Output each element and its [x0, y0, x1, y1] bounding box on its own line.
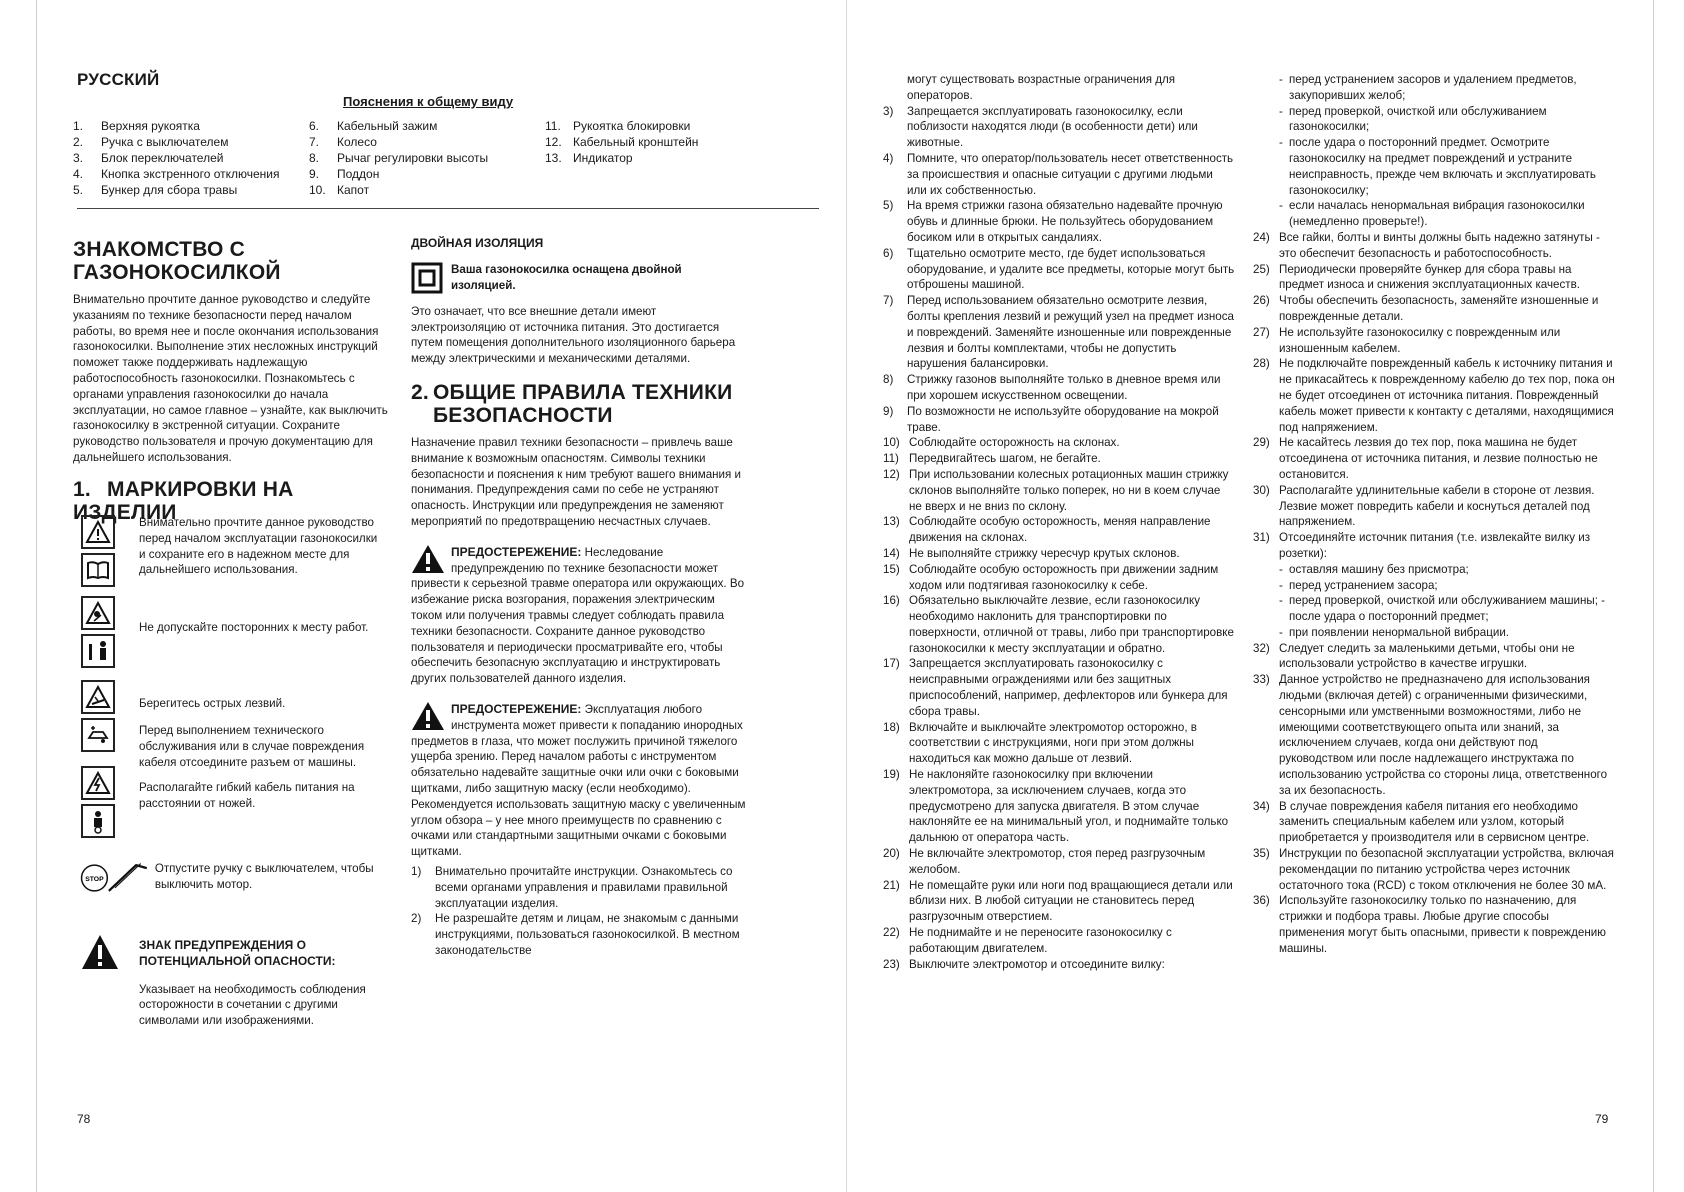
- marking-cable-away: [81, 766, 381, 838]
- page-number-right: 79: [1595, 1112, 1609, 1126]
- double-insulation-bold: Ваша газонокосилка оснащена двойной изоляцией.: [451, 262, 682, 292]
- page-number-left: 78: [77, 1112, 91, 1126]
- warning-triangle-icon: [411, 544, 445, 574]
- rule-item: 25) Периодически проверяйте бункер для сбора травы на предмет износа и снижения эксплуатационных качеств.: [1253, 262, 1580, 292]
- book-icon: [81, 553, 115, 587]
- rule-item: 16) Обязательно выключайте лезвие, если газонокосилку необходимо наклонить для транспортировки по поверхности, отличной от травы, либо при транспортировке газонокосилки к месту эксплуатации и обратно.: [883, 594, 1234, 655]
- rules-list-3-23: [883, 104, 1235, 973]
- marking-cable-away-text: Располагайте гибкий кабель питания на расстоянии от ножей.: [139, 781, 355, 810]
- keep-away-person-icon: [81, 634, 115, 668]
- rule-31-sublist: [1253, 562, 1615, 641]
- marking-stop-handle-text: Отпустите ручку с выключателем, чтобы выключить мотор.: [154, 862, 374, 891]
- rule-item: 3) Запрещается эксплуатировать газонокосилку, если поблизости находятся люди (в особенности дети) или животные.: [883, 104, 1198, 150]
- legend-item: 2. Ручка с выключателем: [73, 135, 229, 149]
- projectile-warning-icon: [81, 596, 115, 630]
- left-column: [73, 238, 391, 524]
- legend-item: 6. Кабельный зажим: [309, 119, 438, 133]
- warning-2-label: ПРЕДОСТЕРЕЖЕНИЕ:: [451, 701, 582, 716]
- rule-item: 12) При использовании колесных ротационных машин стрижку склонов выполняйте только поперек, но ни в коем случае не вверх и не вниз по склону.: [883, 467, 1229, 513]
- sublist-item: - оставляя машину без присмотра;: [1279, 562, 1469, 576]
- sharp-blade-icon: [81, 680, 115, 714]
- section-2-heading: 2. ОБЩИЕ ПРАВИЛА ТЕХНИКИ БЕЗОПАСНОСТИ: [411, 380, 733, 427]
- sublist-item: - перед проверкой, очисткой или обслуживанием машины; - после удара о посторонний предмет;: [1279, 594, 1606, 624]
- rule-item: 13) Соблюдайте особую осторожность, меняя направление движения на склонах.: [883, 515, 1211, 545]
- legend-item: 12. Кабельный кронштейн: [545, 135, 699, 149]
- intro-text: Внимательно прочтите данное руководство и следуйте указаниям по технике безопасности перед началом работы, во время нее и после окончания использования газонокосилки. Выполнение этих несложных инструкций поможет также поддерживать надлежащую работоспособность газонокосилки. Познакомьтесь с органами управления газонокосилки до начала эксплуатации, но самое главное – узнайте, как выключить газонокосилку в экстренной ситуации. Сохраните руководство пользователя и прочую документацию для дальнейшего использования.: [73, 293, 388, 464]
- marking-stop-handle: [77, 855, 397, 901]
- section-1-heading: 1. МАРКИРОВКИ НА ИЗДЕЛИИ: [73, 477, 294, 524]
- rule-item: 7) Перед использованием обязательно осмотрите лезвия, болты крепления лезвий и режущий узел на предмет износа и повреждений. Заменяйте изношенные или поврежденные лезвия и болты комплектами, чтобы не допустить нарушения балансировки.: [883, 294, 1235, 371]
- rule-item: 28) Не подключайте поврежденный кабель к источнику питания и не прикасайтесь к поврежденному кабелю до тех пор, пока он не будет отсоединен от источника питания. Поврежденный кабель может привести к контакту с деталями, находящимися под напряжением.: [1253, 357, 1615, 434]
- language-label: РУССКИЙ: [77, 70, 160, 89]
- right-column-2: [1253, 72, 1615, 957]
- hazard-text-block: [139, 926, 401, 1041]
- legend-item: 9. Поддон: [309, 167, 380, 181]
- rule-item: 26) Чтобы обеспечить безопасность, заменяйте изношенные и поврежденные детали.: [1253, 294, 1599, 323]
- legend-item: 1. Верхняя рукоятка: [73, 119, 200, 133]
- hazard-description: Указывает на необходимость соблюдения осторожности в сочетании с другими символами или изображениями.: [139, 982, 366, 1028]
- marking-unplug-line: Перед выполнением технического обслуживания или в случае повреждения кабеля отсоедините разъем от машины.: [139, 723, 365, 769]
- legend-item: 11. Рукоятка блокировки: [545, 119, 691, 133]
- rule-item: 8) Стрижку газонов выполняйте только в дневное время или при хорошем искусственном освещении.: [883, 373, 1221, 402]
- rule-23-sublist: [1253, 72, 1615, 230]
- rule-item: 36) Используйте газонокосилку только по назначению, для стрижки и подбора травы. Любые другие способы применения могут быть опасными, привести к повреждению машины.: [1253, 894, 1606, 955]
- rule-item: 33) Данное устройство не предназначено для использования людьми (включая детей) с ограниченными физическими, сенсорными или умственными возможностями, либо не имеющими соответствующего опыта или знаний, за исключением случаев, когда они действуют под руководством или после надлежащего инструктажа по использованию устройства со стороны лица, ответственного за их безопасность.: [1253, 673, 1608, 797]
- legend-column-3: [545, 118, 698, 166]
- double-insulation-text: Это означает, что все внешние детали имеют электроизоляцию от источника питания. Это достигается путем помещения дополнительного изоляционного барьера между электрическими и механическими деталями.: [411, 304, 736, 366]
- page-79: [846, 0, 1654, 1192]
- intro-heading: ЗНАКОМСТВО С ГАЗОНОКОСИЛКОЙ: [73, 238, 281, 284]
- legend-item: 7. Колесо: [309, 135, 377, 149]
- rule-item: 9) По возможности не используйте оборудование на мокрой траве.: [883, 404, 1219, 434]
- legend-column-2: [309, 118, 488, 198]
- rule-item: 23) Выключите электромотор и отсоедините вилку:: [883, 957, 1165, 971]
- legend-item: 8. Рычаг регулировки высоты: [309, 151, 489, 165]
- double-insulation-title: ДВОЙНАЯ ИЗОЛЯЦИЯ: [411, 236, 544, 250]
- rule-item: 2) Не разрешайте детям и лицам, не знакомым с данными инструкциями, пользоваться газонокосилкой. В местном законодательстве: [411, 912, 740, 957]
- warning-triangle-icon: [411, 701, 445, 731]
- sublist-item: - перед устранением засора;: [1279, 578, 1438, 592]
- rule-item: 18) Включайте и выключайте электромотор осторожно, в соответствии с инструкциями, ноги при этом должны находиться как можно дальше от лезвий.: [883, 720, 1197, 766]
- rule-item: 35) Инструкции по безопасной эксплуатации устройства, включая рекомендации по питанию устройства через источник остаточного тока (RCD) с током отключения не более 30 мА.: [1253, 847, 1614, 892]
- legend-item: 10. Капот: [309, 183, 370, 197]
- rule-item: 31) Отсоединяйте источник питания (т.е. извлекайте вилку из розетки):: [1253, 531, 1591, 560]
- rule-item: 14) Не выполняйте стрижку чересчур крутых склонов.: [883, 546, 1180, 560]
- stop-label: STOP: [85, 876, 104, 884]
- warning-triangle-icon: [81, 515, 115, 549]
- rule-item: 29) Не касайтесь лезвия до тех пор, пока машина не будет отсоединена от источника питания, и лезвие полностью не остановится.: [1253, 436, 1598, 481]
- double-insulation-block: [411, 262, 747, 294]
- sublist-item: - при появлении ненормальной вибрации.: [1279, 625, 1510, 639]
- sublist-item: - после удара о посторонний предмет. Осмотрите газонокосилку на предмет повреждений и устраните неисправность, прежде чем включать и эксплуатировать газонокосилку;: [1279, 136, 1596, 197]
- rule-item: 24) Все гайки, болты и винты должны быть надежно затянуты - это обеспечит безопасность и работоспособность.: [1253, 230, 1600, 260]
- hazard-symbol-block: [81, 926, 401, 1041]
- rule-item: 11) Передвигайтесь шагом, не бегайте.: [883, 452, 1101, 466]
- warning-2: [411, 701, 747, 860]
- rule-item: 22) Не поднимайте и не переносите газонокосилку с работающим двигателем.: [883, 926, 1172, 955]
- rules-list-32-36: [1253, 641, 1615, 957]
- rule-item: 20) Не включайте электромотор, стоя перед разгрузочным желобом.: [883, 847, 1206, 876]
- rule-item: 19) Не наклоняйте газонокосилку при включении электромотора, за исключением случаев, когда это предусмотрено для запуска двигателя. В этом случае наклоняйте ее на минимальный угол, и поднимайте только дальнюю от оператора часть.: [883, 768, 1229, 845]
- electric-hazard-icon: [81, 766, 115, 800]
- right-column-1: [883, 72, 1235, 972]
- legend-column-1: [73, 118, 280, 198]
- sublist-item: - перед устранением засоров и удалением предметов, закупоривших желоб;: [1279, 73, 1577, 102]
- rule-item: 30) Располагайте удлинительные кабели в стороне от лезвия. Лезвие может повредить кабели и коснуться деталей под напряжением.: [1253, 483, 1595, 529]
- hazard-triangle-icon: [81, 934, 119, 970]
- marking-bystanders-text: Не допускайте посторонних к месту работ.: [139, 621, 369, 634]
- double-insulation-icon: [411, 262, 443, 294]
- stop-handle-icon: [77, 855, 153, 901]
- page-78: [36, 0, 847, 1192]
- marking-read-manual: [81, 515, 381, 587]
- rule-item: 6) Тщательно осмотрите место, где будет использоваться оборудование, и удалите все предметы, которые могут быть отброшены машиной.: [883, 246, 1235, 292]
- marking-bystanders: [81, 596, 381, 668]
- rule-item: 34) В случае повреждения кабеля питания его необходимо заменить специальным кабелем или узлом, который приобретается у производителя или в сервисном центре.: [1253, 799, 1590, 845]
- legend-item: 4. Кнопка экстренного отключения: [73, 167, 280, 181]
- middle-column: [411, 236, 747, 959]
- sublist-item: - перед проверкой, очисткой или обслуживанием газонокосилки;: [1279, 104, 1547, 134]
- rule-item: 17) Запрещается эксплуатировать газонокосилку с неисправными ограждениями или без защитных приспособлений, например, дефлекторов или бункера для сбора травы.: [883, 657, 1228, 718]
- cable-away-blade-icon: [81, 804, 115, 838]
- warning-1: [411, 544, 747, 687]
- rules-list-left: [411, 864, 747, 959]
- rule-item: 15) Соблюдайте особую осторожность при движении задним ходом или подтягивая газонокосилку к себе.: [883, 562, 1219, 592]
- unplug-icon: [81, 718, 115, 752]
- legend-item: 13. Индикатор: [545, 151, 633, 165]
- marking-read-manual-text: Внимательно прочтите данное руководство перед началом эксплуатации газонокосилки и сохраните его в надежном месте для дальнейшего использования.: [139, 516, 378, 577]
- warning-1-text: Неследование предупреждению по технике безопасности может привести к серьезной травме оператора или окружающих. Во избежание риска возгорания, поражения электрическим током или получения травмы следует соблюдать правила техники безопасности. Сохраните данное руководство пользователя и периодически просматривайте его, чтобы обеспечить безопасную эксплуатацию и инструктировать других пользователей данного изделия.: [411, 545, 745, 686]
- warning-1-label: ПРЕДОСТЕРЕЖЕНИЕ:: [451, 544, 582, 559]
- legend-item: 5. Бункер для сбора травы: [73, 183, 238, 197]
- rule-item: 27) Не используйте газонокосилку с поврежденным или изношенным кабелем.: [1253, 325, 1561, 355]
- marking-blades-line: Берегитесь острых лезвий.: [139, 696, 286, 710]
- rules-list-24-31: [1253, 230, 1615, 562]
- legend-item: 3. Блок переключателей: [73, 151, 224, 165]
- rule-item: 10) Соблюдайте осторожность на склонах.: [883, 436, 1120, 450]
- section-2-text: Назначение правил техники безопасности – привлечь ваше внимание к возможным опасностям. Символы техники безопасности и пояснения к ним требуют вашего внимания и понимания. Предупреждения сами по себе не устраняют опасность. Инструкции или предупреждения не заменяют мероприятий по предотвращению несчастных случаев.: [411, 435, 742, 528]
- rule-item: 4) Помните, что оператор/пользователь несет ответственность за происшествия и опасные ситуации с другими людьми или их собственностью.: [883, 151, 1234, 197]
- rule-item: 5) На время стрижки газона обязательно надевайте прочную обувь и длинные брюки. Не пользуйтесь оборудованием босиком или в открытых сандалиях.: [883, 199, 1223, 244]
- section-divider: [77, 208, 819, 209]
- warning-2-text: Эксплуатация любого инструмента может привести к попаданию инородных предметов в глаза, что может послужить причиной тяжелого ущерба зрению. Перед началом работы с инструментом обязательно надевайте защитные очки или очки с боковыми щитками, либо защитную маску (если необходимо). Рекомендуется использовать защитную маску с увеличенным углом обзора – у нее много преимуществ по сравнению с очками или стандартными защитными очками с боковыми щитками.: [411, 702, 746, 859]
- rule-item: 32) Следует следить за маленькими детьми, чтобы они не использовали устройство в качестве игрушки.: [1253, 641, 1575, 671]
- rule-item: 21) Не помещайте руки или ноги под вращающиеся детали или вблизи них. В любой ситуации не становитесь перед разгрузочным отверстием.: [883, 878, 1233, 924]
- hazard-title: ЗНАК ПРЕДУПРЕЖДЕНИЯ О ПОТЕНЦИАЛЬНОЙ ОПАСНОСТИ:: [139, 938, 336, 968]
- sublist-item: - если началась ненормальная вибрация газонокосилки (немедленно проверьте!).: [1279, 199, 1585, 229]
- continued-text: могут существовать возрастные ограничения для операторов.: [907, 73, 1175, 102]
- legend-title: Пояснения к общему виду: [343, 94, 514, 109]
- rule-item: 1) Внимательно прочитайте инструкции. Ознакомьтесь со всеми органами управления и правилами правильной эксплуатации изделия.: [411, 864, 733, 910]
